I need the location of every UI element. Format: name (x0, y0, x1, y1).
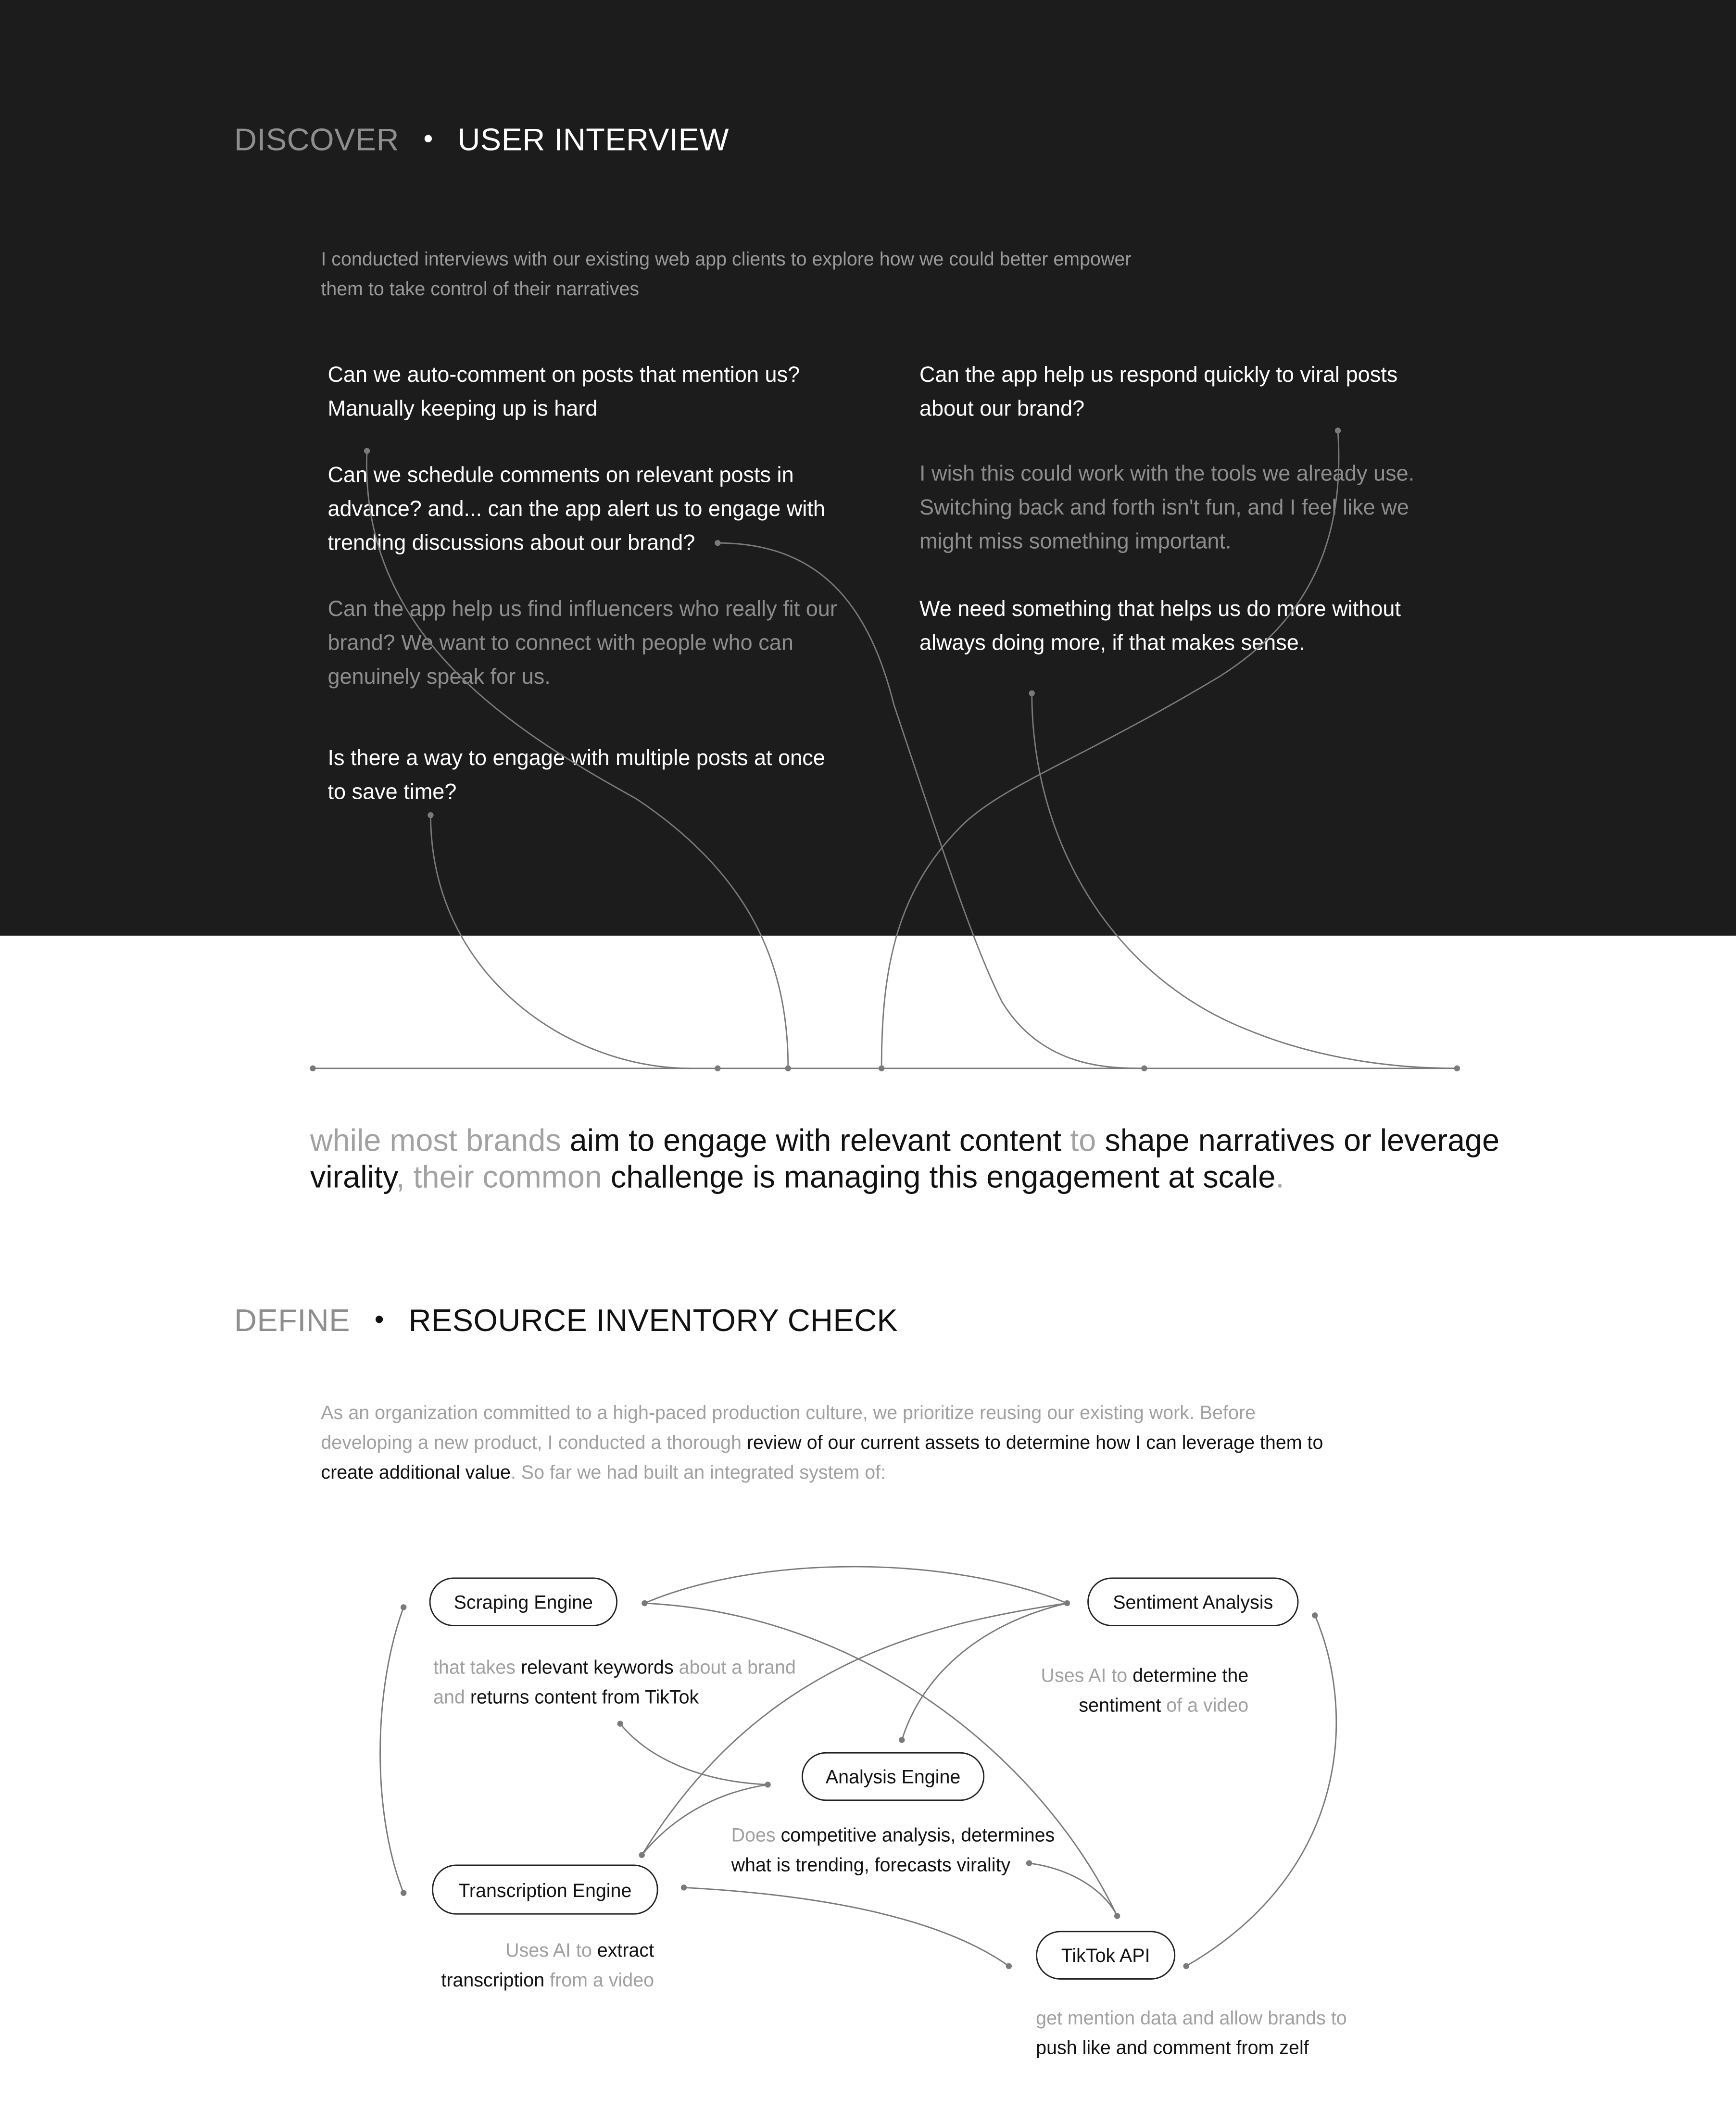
section-title: RESOURCE INVENTORY CHECK (408, 1302, 898, 1338)
intro-muted: . So far we had built an integrated system of: (510, 1461, 886, 1483)
insight-muted: . (1275, 1159, 1284, 1194)
quote-line: I wish this could work with the tools we already use. (919, 463, 1415, 486)
connector-line (380, 1607, 404, 1893)
connector-dot (401, 1604, 406, 1610)
desc-emphasis: determine the (1132, 1664, 1249, 1686)
node-analysis-engine (802, 1752, 984, 1801)
node-label: Sentiment Analysis (1113, 1591, 1273, 1613)
insight-emphasis: shape narratives or leverage virality (310, 1122, 1500, 1194)
tiktok-api-description (1036, 2003, 1388, 2062)
desc-emphasis: relevant keywords (520, 1656, 674, 1678)
connector-dot (1114, 1913, 1120, 1919)
node-tiktok-api (1036, 1931, 1175, 1979)
quote-line: advance? and... can the app alert us to engage with (327, 498, 825, 522)
node-scraping-engine (429, 1578, 617, 1626)
quote-line: trending discussions about our brand? (327, 532, 695, 555)
connector-dot (1064, 1600, 1070, 1606)
intro-muted: As an organization committed to a high-paced production culture, we prioritize reusing our existing work. Before developing a new product, I conducted a thorough (321, 1401, 1256, 1453)
quote-line: about our brand? (919, 398, 1085, 421)
section-label: DISCOVER (234, 122, 399, 157)
desc-emphasis: returns content from TikTok (470, 1685, 699, 1708)
insight-emphasis: challenge is managing this engagement at scale (610, 1159, 1276, 1194)
connector-dot (765, 1782, 770, 1787)
desc-emphasis: competitive analysis, determines (780, 1824, 1055, 1846)
quote-line: Switching back and forth isn't fun, and I feel like we (919, 497, 1409, 520)
connector-dot (401, 1890, 406, 1896)
bullet-separator: • (374, 1305, 385, 1335)
quote-line: might miss something important. (919, 530, 1232, 554)
desc-muted: Uses AI to (505, 1939, 597, 1961)
quote-line: to save time? (327, 781, 457, 804)
analysis-engine-description (731, 1820, 1083, 1880)
desc-muted: Uses AI to (1041, 1664, 1133, 1686)
desc-emphasis: push like and comment from zelf (1036, 2036, 1309, 2059)
scraping-engine-description (433, 1652, 840, 1711)
quote-line: genuinely speak for us. (327, 666, 551, 690)
connector-line (620, 1724, 768, 1785)
connector-line (644, 1567, 1067, 1603)
transcription-engine-description (383, 1935, 654, 1995)
desc-muted: from a video (544, 1969, 654, 1991)
connector-dot (639, 1852, 645, 1858)
quote-line: Is there a way to engage with multiple posts at once (327, 747, 825, 771)
quote-line: Can we auto-comment on posts that mention us? (327, 364, 800, 388)
sentiment-analysis-description (978, 1660, 1248, 1720)
node-label: Transcription Engine (458, 1879, 632, 1901)
bullet-separator: • (423, 125, 433, 155)
insight-muted: , their common (396, 1159, 611, 1194)
section-title: USER INTERVIEW (457, 122, 730, 157)
connector-dot (1312, 1612, 1318, 1618)
desc-muted: about a brand (673, 1656, 796, 1678)
node-transcription-engine (432, 1864, 658, 1914)
quote-line: Can we schedule comments on relevant posts in (327, 464, 794, 488)
quote-line: brand? We want to connect with people who can (327, 632, 793, 655)
desc-muted: Does (731, 1824, 781, 1846)
desc-muted: of a video (1161, 1694, 1249, 1716)
node-label: Scraping Engine (453, 1591, 593, 1613)
connector-line (684, 1887, 1009, 1966)
quote-line: Manually keeping up is hard (327, 398, 598, 421)
quote-line: Can the app help us respond quickly to viral posts (919, 364, 1398, 388)
intro-emphasis: review of our current assets to determine how I can leverage them to create additional value (321, 1431, 1323, 1483)
node-sentiment-analysis (1087, 1578, 1298, 1626)
connector-dot (1183, 1963, 1189, 1969)
desc-emphasis: sentiment (1079, 1694, 1161, 1716)
node-label: TikTok API (1061, 1944, 1150, 1966)
connector-dot (899, 1737, 905, 1743)
connector-dot (642, 1600, 647, 1606)
intro-line: I conducted interviews with our existing web app clients to explore how we could better empower (321, 248, 1132, 270)
desc-emphasis: transcription (441, 1969, 545, 1991)
connector-dot (681, 1884, 687, 1890)
insight-muted: to (1061, 1122, 1105, 1158)
insight-muted: while most brands (310, 1122, 570, 1158)
desc-emphasis: extract (597, 1939, 654, 1961)
connector-dot (617, 1721, 623, 1726)
node-label: Analysis Engine (825, 1765, 961, 1787)
desc-muted: get mention data and allow brands to (1036, 2007, 1347, 2029)
section-label: DEFINE (234, 1302, 351, 1338)
connector-dot (1006, 1963, 1012, 1969)
insight-emphasis: aim to engage with relevant content (569, 1122, 1062, 1158)
connector-line (642, 1603, 1067, 1855)
desc-emphasis: what is trending, forecasts virality (731, 1853, 1011, 1876)
desc-muted: that takes (433, 1656, 521, 1678)
quote-line: We need something that helps us do more without (919, 598, 1401, 622)
desc-muted: and (433, 1685, 470, 1708)
quote-line: Can the app help us find influencers who really fit our (327, 598, 837, 622)
intro-line: them to take control of their narratives (321, 277, 640, 300)
quote-line: always doing more, if that makes sense. (919, 632, 1305, 655)
